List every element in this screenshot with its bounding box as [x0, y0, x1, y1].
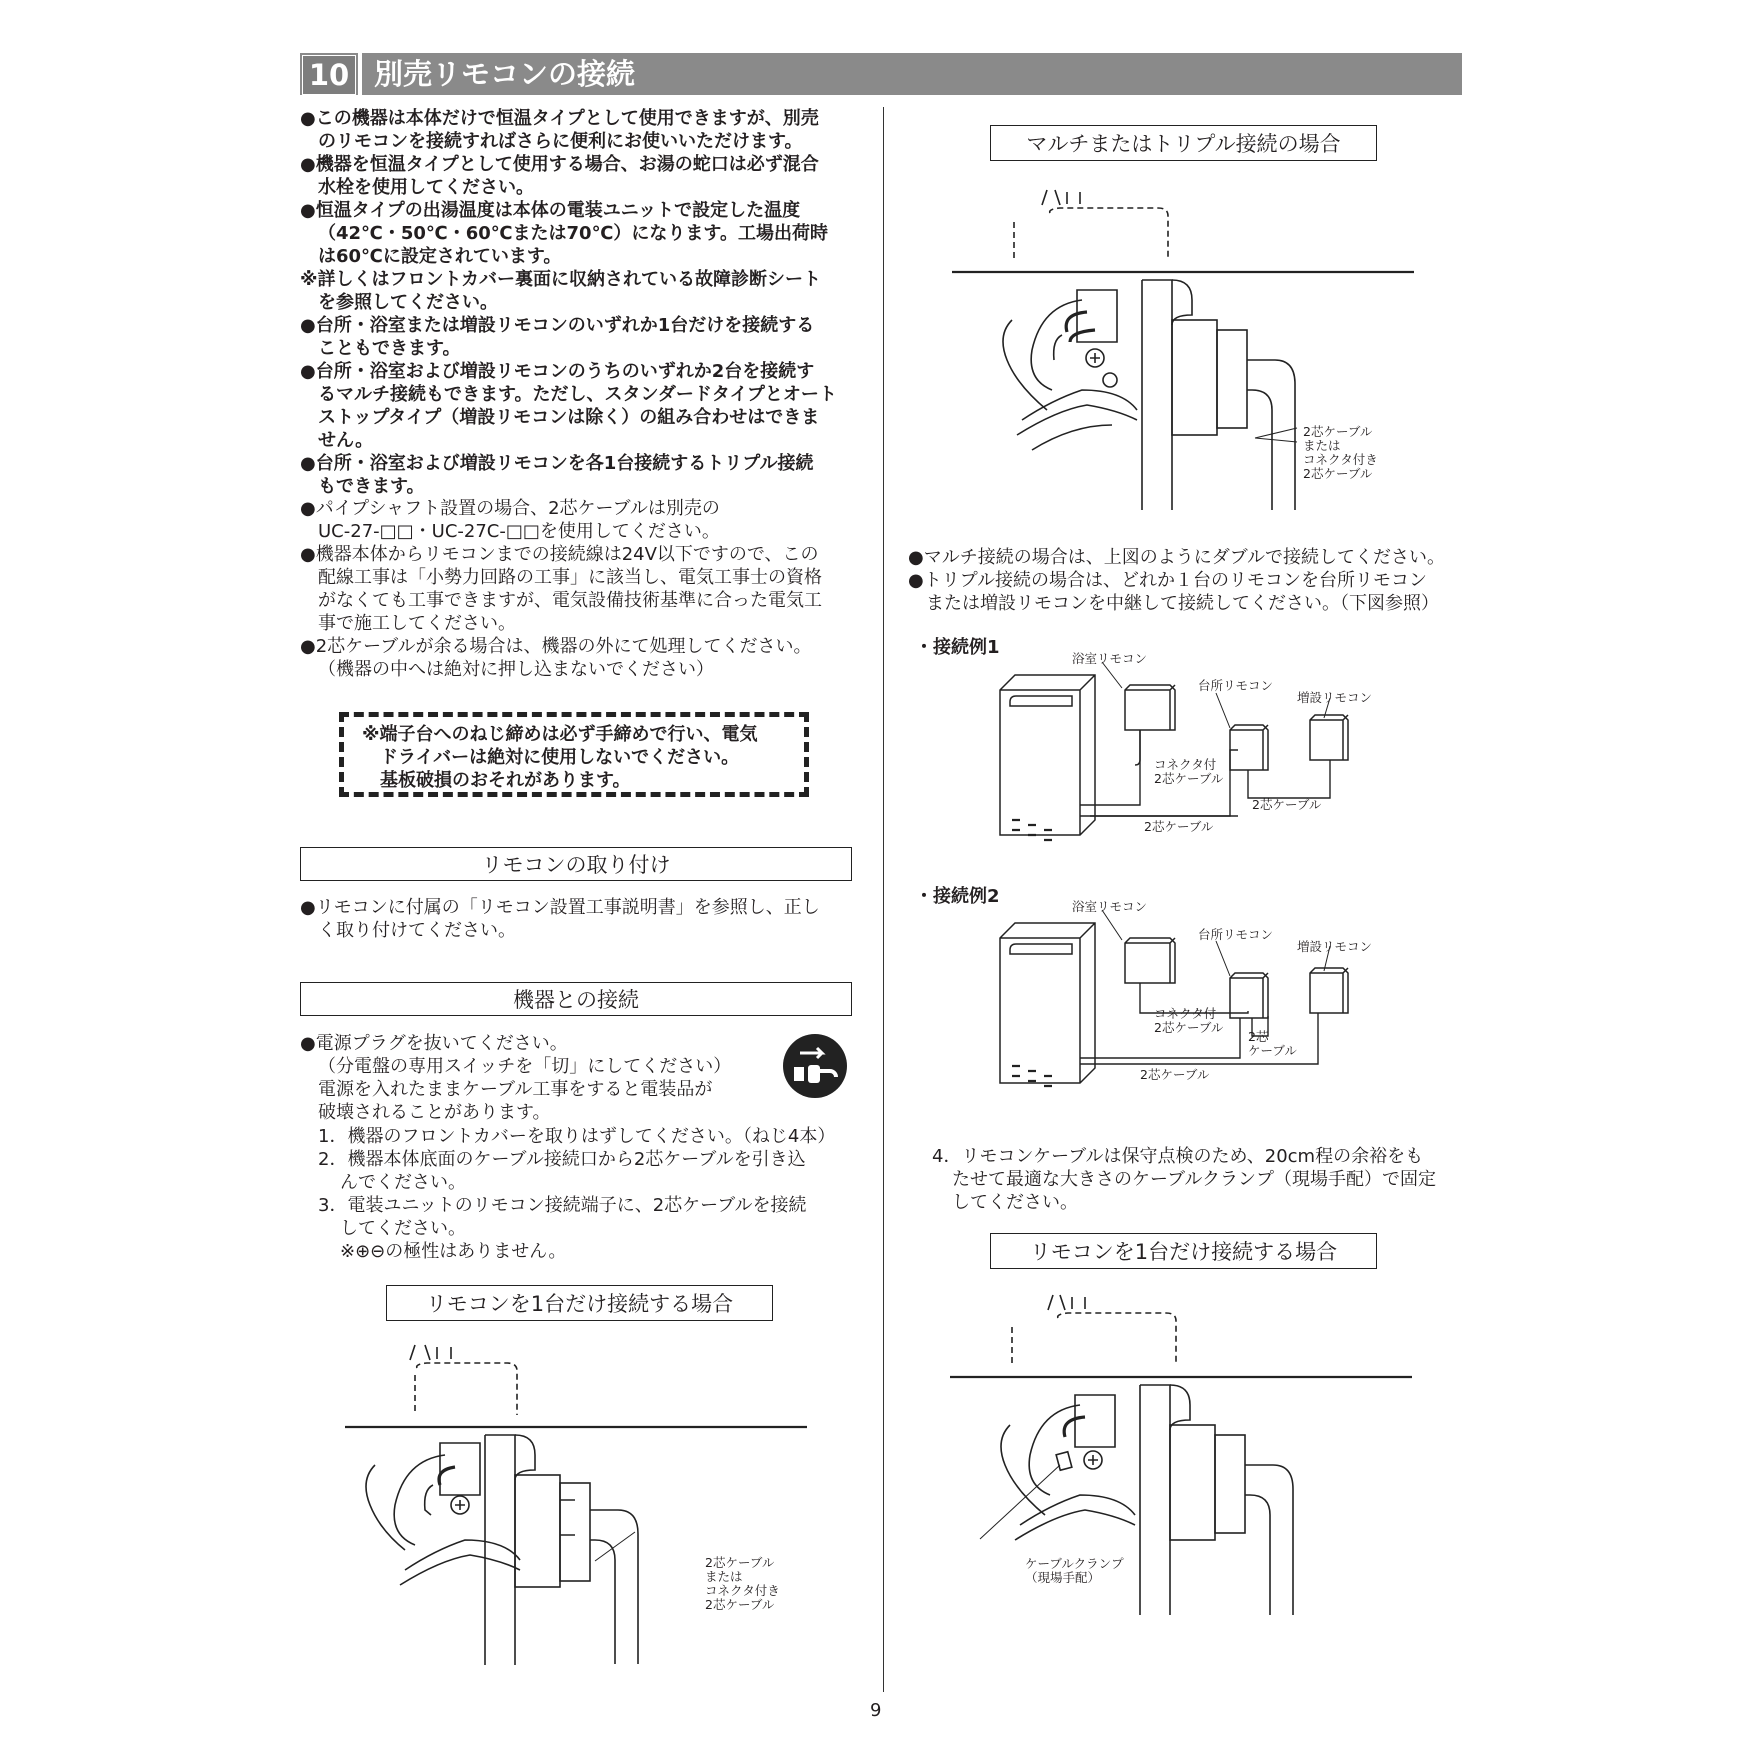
- bullet-line: ●この機器は本体だけで恒温タイプとして使用できますが、別売: [300, 108, 819, 129]
- connect-intro: ●電源プラグを抜いてください。 （分電盤の専用スイッチを「切」にしてください） 電源を入れたままケーブル工事をすると電装品が 破壊されることがあります。: [300, 1033, 732, 1123]
- ex2-cable-b: 2芯ケーブル: [1140, 1067, 1210, 1082]
- ex2-cable-a: 2芯 ケーブル: [1248, 1029, 1297, 1058]
- single-heading-left: リモコンを1台だけ接続する場合: [386, 1285, 773, 1321]
- bullet-line: 配線工事は「小勢力回路の工事」に該当し、電気工事士の資格: [318, 567, 822, 588]
- bullet-line: ●台所・浴室および増設リモコンのうちのいずれか2台を接続す: [300, 361, 815, 382]
- section-title: 別売リモコンの接続: [374, 57, 636, 91]
- intro-bullets: [300, 107, 860, 498]
- section-header: [300, 53, 1462, 95]
- bullet-line: がなくても工事できますが、電気設備技術基準に合った電気工: [318, 590, 822, 611]
- bullet-line: は60℃に設定されています。: [318, 246, 562, 267]
- bullet-line: ●恒温タイプの出湯温度は本体の電装ユニットで設定した温度: [300, 200, 801, 221]
- unplug-icon: [782, 1033, 848, 1099]
- single-connection-diagram-right: [950, 1285, 1430, 1615]
- bullet-line: もできます。: [318, 476, 425, 497]
- section-number: 10: [302, 55, 356, 95]
- bullet-line: （42℃・50℃・60℃または70℃）になります。工場出荷時: [318, 223, 828, 244]
- example2-title: ・接続例2: [915, 886, 1000, 907]
- bullet-line: 事で施工してください。: [318, 613, 516, 634]
- bullet-line: のリモコンを接続すればさらに便利にお使いいただけます。: [318, 131, 803, 152]
- ex2-bath-label: 浴室リモコン: [1072, 899, 1148, 914]
- single-heading-right: リモコンを1台だけ接続する場合: [990, 1233, 1377, 1269]
- bullet-line: ※詳しくはフロントカバー裏面に収納されている故障診断シート: [300, 269, 821, 290]
- single-connection-diagram-left: [345, 1335, 825, 1665]
- warning-line: 基板破損のおそれがあります。: [380, 770, 631, 791]
- ex2-conn-label: コネクタ付 2芯ケーブル: [1154, 1006, 1224, 1035]
- example1-title: ・接続例1: [915, 637, 1000, 658]
- warning-line: ※端子台へのねじ締めは必ず手締めで行い、電気: [362, 724, 758, 745]
- bullet-line: （機器の中へは絶対に押し込まないでください）: [318, 659, 714, 680]
- cable-label-left: 2芯ケーブル または コネクタ付き 2芯ケーブル: [705, 1555, 780, 1612]
- mount-heading: リモコンの取り付け: [300, 847, 852, 881]
- connect-heading: 機器との接続: [300, 982, 852, 1016]
- right-notes: ●マルチ接続の場合は、上図のようにダブルで接続してください。 ●トリプル接続の場合は、どれか１台のリモコンを台所リモコン または増設リモコンを中継して接続してください。（下図参照）: [908, 547, 1445, 614]
- column-divider: [883, 107, 884, 1692]
- bullet-line: ●2芯ケーブルが余る場合は、機器の外にて処理してください。: [300, 636, 812, 657]
- bullet-line: ストップタイプ（増設リモコンは除く）の組み合わせはできま: [318, 407, 820, 428]
- bullet-line: UC-27-□□・UC-27C-□□を使用してください。: [318, 521, 720, 542]
- multi-heading: マルチまたはトリプル接続の場合: [990, 125, 1377, 161]
- bullet-line: ●台所・浴室および増設リモコンを各1台接続するトリプル接続: [300, 453, 814, 474]
- connect-steps: 1．機器のフロントカバーを取りはずしてください。（ねじ4本） 2．機器本体底面のケーブル接続口から2芯ケーブルを引き込 んでください。 3．電装ユニットのリモコン接続端子に、2芯ケーブルを接続 してください。 ※⊕⊖の極性はありません。: [318, 1126, 836, 1262]
- plain-bullets: [300, 497, 860, 681]
- mount-text: ●リモコンに付属の「リモコン設置工事説明書」を参照し、正し く取り付けてください。: [300, 897, 820, 941]
- bullet-line: ●パイプシャフト設置の場合、2芯ケーブルは別売の: [300, 498, 720, 519]
- bullet-line: るマルチ接続もできます。ただし、スタンダードタイプとオート: [318, 384, 837, 405]
- bullet-line: こともできます。: [318, 338, 461, 359]
- ex2-kitchen-label: 台所リモコン: [1198, 927, 1274, 942]
- page-number: 9: [870, 1700, 882, 1721]
- clamp-label: ケーブルクランプ （現場手配）: [1025, 1556, 1124, 1585]
- bullet-line: ●機器を恒温タイプとして使用する場合、お湯の蛇口は必ず混合: [300, 154, 819, 175]
- ex1-kitchen-label: 台所リモコン: [1198, 678, 1274, 693]
- warning-box: [339, 712, 809, 797]
- step4-text: 4．リモコンケーブルは保守点検のため、20cm程の余裕をも たせて最適な大きさのケーブルクランプ（現場手配）で固定 してください。: [932, 1146, 1437, 1213]
- bullet-line: ●台所・浴室または増設リモコンのいずれか1台だけを接続する: [300, 315, 815, 336]
- bullet-line: せん。: [318, 430, 374, 451]
- warning-line: ドライバーは絶対に使用しないでください。: [380, 747, 740, 768]
- header-divider: [358, 53, 362, 95]
- ex1-bath-label: 浴室リモコン: [1072, 651, 1148, 666]
- ex2-extra-label: 増設リモコン: [1297, 939, 1373, 954]
- cable-label-right: 2芯ケーブル または コネクタ付き 2芯ケーブル: [1303, 424, 1378, 481]
- ex1-conn-label: コネクタ付 2芯ケーブル: [1154, 757, 1224, 786]
- bullet-line: を参照してください。: [318, 292, 498, 313]
- bullet-line: 水栓を使用してください。: [318, 177, 534, 198]
- ex1-cable-b: 2芯ケーブル: [1144, 819, 1214, 834]
- ex1-cable-a: 2芯ケーブル: [1252, 797, 1322, 812]
- bullet-line: ●機器本体からリモコンまでの接続線は24V以下ですので、この: [300, 544, 819, 565]
- ex1-extra-label: 増設リモコン: [1297, 690, 1373, 705]
